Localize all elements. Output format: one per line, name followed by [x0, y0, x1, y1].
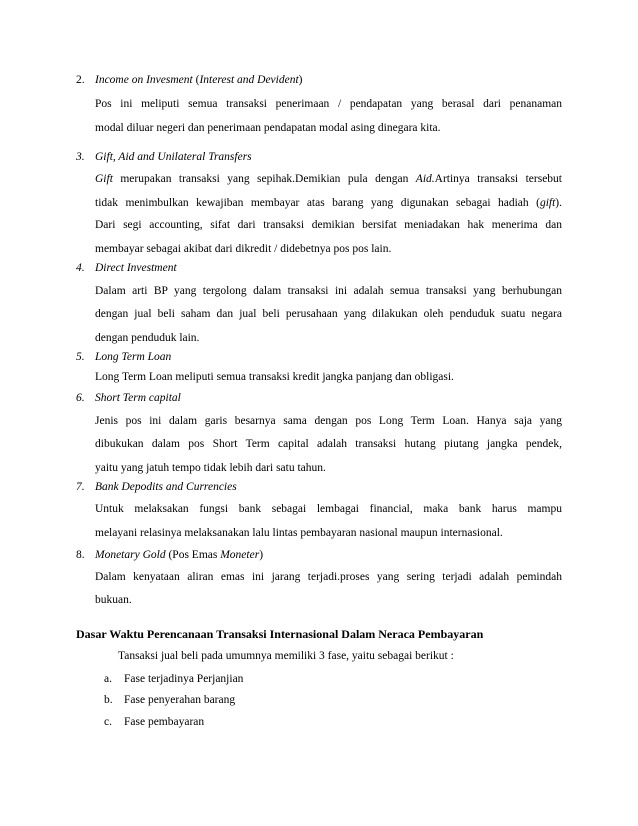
phase-list-letter-c: c. — [104, 716, 112, 728]
item-8-title-plain-a: (Pos Emas — [165, 549, 221, 561]
phase-list-letter-b: b. — [104, 694, 113, 706]
item-8-title-b: Moneter — [220, 549, 260, 561]
phase-list-letter-a: a. — [104, 673, 112, 685]
item-3-line-2-a: tidak menimbulkan kewajiban membayar atas barang yang digunakan sebagai hadiah ( — [95, 197, 540, 209]
item-8-number: 8. — [76, 549, 85, 561]
item-2-title-a: Income on Invesment — [95, 74, 193, 86]
phase-list-item-c: Fase pembayaran — [124, 716, 205, 728]
phase-list-item-b: Fase penyerahan barang — [124, 694, 236, 706]
item-8-line-2: bukuan. — [95, 594, 132, 606]
item-3-line-2 — [95, 196, 562, 210]
item-2-title-b: Interest and Devident — [199, 74, 299, 86]
section-heading: Dasar Waktu Perencanaan Transaksi Internasional Dalam Neraca Pembayaran — [76, 627, 484, 641]
item-3-line-2-b: ). — [555, 197, 562, 209]
section-intro: Tansaksi jual beli pada umumnya memiliki 3 fase, yaitu sebagai berikut : — [118, 650, 454, 662]
item-8-title — [95, 548, 263, 562]
item-4-number: 4. — [76, 262, 85, 274]
item-4-line-1: Dalam arti BP yang tergolong dalam transaksi ini adalah semua transaksi yang berhubungan — [95, 285, 562, 297]
item-8-title-a: Monetary Gold — [95, 549, 166, 561]
item-3-line-1-rest: merupakan transaksi yang sepihak.Demikian pula dengan — [112, 173, 416, 185]
item-5-title: Long Term Loan — [95, 351, 172, 363]
item-4-title: Direct Investment — [95, 262, 177, 274]
item-6-line-3: yaitu yang jatuh tempo tidak lebih dari satu tahun. — [95, 462, 326, 474]
item-8-title-plain-b: ) — [259, 549, 264, 561]
item-6-line-2: dibukukan dalam pos Short Term capital adalah transaksi hutang piutang jangka pendek, — [95, 438, 562, 450]
item-3-line-3: Dari segi accounting, sifat dari transaksi demikian bersifat meniadakan hak menerima dan — [95, 219, 562, 231]
item-7-number: 7. — [76, 481, 85, 493]
item-3-title: Gift, Aid and Unilateral Transfers — [95, 151, 252, 163]
item-3-gift-word: Gift — [95, 173, 113, 185]
item-6-title: Short Term capital — [95, 392, 181, 404]
item-3-line-2-gift: gift — [539, 197, 556, 209]
item-3-line-1 — [95, 172, 562, 186]
item-8-line-1: Dalam kenyataan aliran emas ini jarang terjadi.proses yang sering terjadi adalah pemindah — [95, 571, 562, 583]
item-2-title — [95, 73, 303, 87]
item-3-number: 3. — [76, 151, 85, 163]
item-4-line-2: dengan jual beli saham dan jual beli perusahaan yang dilakukan oleh penduduk suatu negara — [95, 308, 562, 320]
item-5-number: 5. — [76, 351, 85, 363]
item-7-title: Bank Depodits and Currencies — [95, 481, 237, 493]
item-2-line-2: modal diluar negeri dan penerimaan pendapatan modal asing dinegara kita. — [95, 122, 441, 134]
item-6-number: 6. — [76, 392, 85, 404]
item-2-title-paren-close: ) — [298, 74, 303, 86]
item-2-line-1: Pos ini meliputi semua transaksi penerimaan / pendapatan yang berasal dari penanaman — [95, 98, 562, 110]
item-3-line-1-rest2: Artinya transaksi tersebut — [434, 173, 562, 185]
item-4-line-3: dengan penduduk lain. — [95, 332, 200, 344]
item-6-line-1: Jenis pos ini dalam garis besarnya sama dengan pos Long Term Loan. Hanya saja yang — [95, 415, 562, 427]
item-7-line-1: Untuk melaksakan fungsi bank sebagai lembagai financial, maka bank harus mampu — [95, 503, 562, 515]
item-3-aid-word: Aid. — [415, 173, 435, 185]
item-5-line-1: Long Term Loan meliputi semua transaksi kredit jangka panjang dan obligasi. — [95, 371, 454, 383]
item-2-number: 2. — [76, 74, 85, 86]
item-3-line-4: membayar sebagai akibat dari dikredit / didebetnya pos pos lain. — [95, 243, 392, 255]
item-2-title-paren-open: ( — [192, 74, 200, 86]
phase-list-item-a: Fase terjadinya Perjanjian — [124, 673, 244, 685]
item-7-line-2: melayani relasinya melaksanakan lalu lintas pembayaran nasional maupun internasional. — [95, 527, 503, 539]
